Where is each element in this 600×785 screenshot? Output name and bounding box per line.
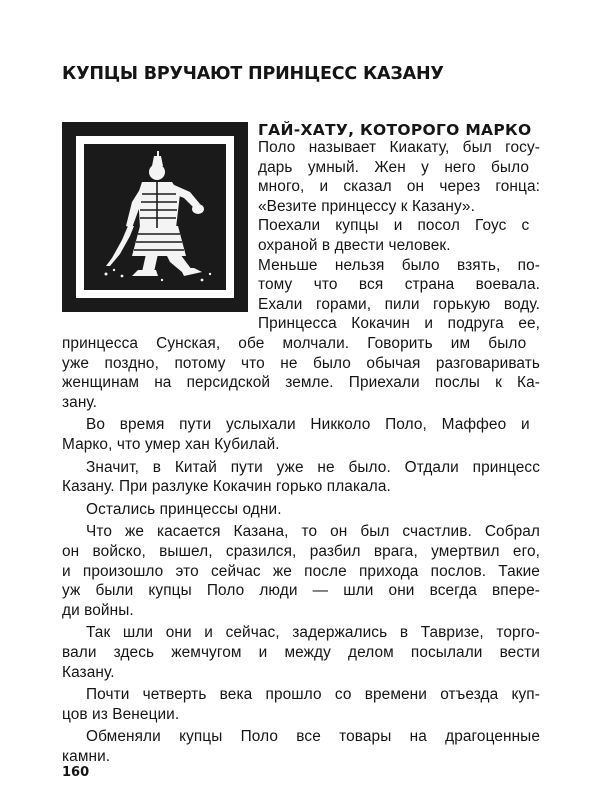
- text-line: ди войны.: [62, 601, 134, 619]
- chapter-title: КУПЦЫ ВРУЧАЮТ ПРИНЦЕСС КАЗАНУ: [62, 64, 444, 84]
- text-line: Значит, в Китай пути уже не было. Отдали принцесс: [86, 458, 541, 476]
- page-number: 160: [62, 765, 90, 780]
- text-line: женщинам на персидской земле. Приехали послы к Ка-: [62, 374, 541, 392]
- text-line: Ехали горами, пили горькую воду.: [258, 295, 540, 313]
- text-line: уж были купцы Поло люди — шли они всегда впере-: [62, 582, 540, 600]
- text-line: много, и сказал он через гонца:: [258, 178, 540, 196]
- text-line: зану.: [62, 393, 98, 411]
- text-line: цов из Венеции.: [62, 705, 180, 723]
- text-line: Принцесса Кокачин и подруга ее,: [258, 315, 541, 333]
- text-line: уже поздно, потому что не было обычая разговаривать: [62, 354, 541, 372]
- text-line: Казану.: [62, 663, 115, 681]
- text-line: Что же касается Казана, то он был счастлив. Собрал: [86, 523, 541, 541]
- lead-caps: ГАЙ-ХАТУ, КОТОРОГО МАРКО: [258, 121, 532, 139]
- text-line: Во время пути услыхали Никколо Поло, Маффео и: [86, 416, 530, 434]
- text-line: и произошло это сейчас же после прихода послов. Такие: [62, 562, 540, 580]
- text-line: Марко, что умер хан Кубилай.: [62, 436, 280, 453]
- text-line: вали здесь жемчугом и между делом посылали вести: [62, 644, 540, 661]
- text-line: Так шли они и сейчас, задержались в Тавризе, торго-: [86, 624, 540, 642]
- text-line: принцесса Сунская, обе молчали. Говорить им было: [62, 335, 527, 352]
- text-line: тому что вся страна воевала.: [258, 276, 540, 294]
- text-line: Поехали купцы и посол Гоус с: [258, 217, 530, 235]
- text-line: Остались принцессы одни.: [86, 500, 282, 518]
- text-line: Поло называет Киакату, был госу-: [258, 139, 540, 156]
- text-line: Обменяли купцы Поло все товары на драгоценные: [86, 728, 540, 746]
- text-line: камни.: [62, 748, 111, 765]
- text-line: дарь умный. Жен у него было: [258, 158, 529, 176]
- text-line: охраной в двести человек.: [258, 237, 451, 254]
- text-line: Казану. При разлуке Кокачин горько плакала.: [62, 478, 391, 496]
- illustration: [62, 122, 248, 312]
- text-line: Меньше нельзя было взять, по-: [258, 256, 540, 274]
- text-line: он войско, вышел, сразился, разбил врага, умертвил его,: [62, 543, 540, 560]
- warrior-with-sword-icon: [62, 122, 248, 312]
- text-line: «Везите принцессу к Казану».: [258, 197, 475, 215]
- text-line: Почти четверть века прошло со времени отъезда куп-: [86, 686, 540, 704]
